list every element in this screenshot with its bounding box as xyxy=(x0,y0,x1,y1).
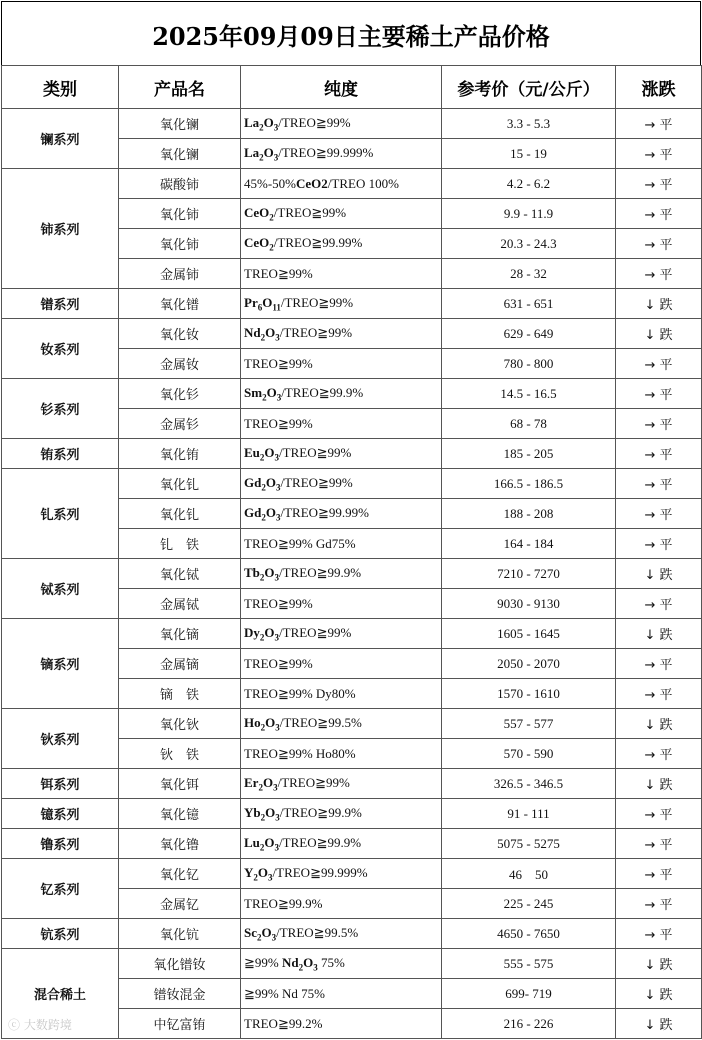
purity-cell xyxy=(241,1009,442,1039)
purity-cell xyxy=(241,499,442,529)
product-cell: 金属铽 xyxy=(119,589,241,619)
trend-cell: → 平 xyxy=(616,919,702,949)
product-cell: 氧化钬 xyxy=(119,709,241,739)
purity-cell xyxy=(241,229,442,259)
formula-part: Ho xyxy=(244,714,261,730)
price-cell: 28 - 32 xyxy=(442,259,616,289)
trend-cell: → 平 xyxy=(616,679,702,709)
purity-prefix: ≧99% Nd 75% xyxy=(244,985,325,1001)
product-cell: 碳酸铈 xyxy=(119,169,241,199)
formula-part: O xyxy=(266,384,277,400)
formula-part: O xyxy=(265,324,276,340)
purity-cell xyxy=(241,889,442,919)
trend-cell: → 平 xyxy=(616,169,702,199)
price-cell: 4.2 - 6.2 xyxy=(442,169,616,199)
purity-suffix: /TREO≧99% xyxy=(280,474,353,490)
purity-cell xyxy=(241,289,442,319)
price-cell: 185 - 205 xyxy=(442,439,616,469)
product-cell: 金属钇 xyxy=(119,889,241,919)
price-cell: 7210 - 7270 xyxy=(442,559,616,589)
category-cell: 钆系列 xyxy=(2,469,119,559)
chemical-formula xyxy=(244,144,279,163)
chemical-formula xyxy=(244,834,280,853)
product-cell: 氧化铈 xyxy=(119,199,241,229)
header-price: 参考价（元/公斤） xyxy=(442,66,616,109)
formula-part: O xyxy=(264,624,275,640)
formula-part: Sc xyxy=(244,924,257,940)
purity-suffix: /TREO≧99.99% xyxy=(273,234,363,250)
table-row xyxy=(2,799,702,829)
product-cell: 镝 铁 xyxy=(119,679,241,709)
formula-part: Y xyxy=(244,864,254,880)
product-cell: 氧化镝 xyxy=(119,619,241,649)
formula-part: O xyxy=(257,864,269,880)
formula-subscript: 6 xyxy=(257,302,263,313)
category-cell: 镱系列 xyxy=(2,799,119,829)
trend-cell: → 平 xyxy=(616,199,702,229)
formula-part: CeO xyxy=(244,234,270,250)
formula-part: O xyxy=(265,504,276,520)
formula-subscript: 3 xyxy=(273,122,279,133)
header-purity: 纯度 xyxy=(241,66,442,109)
formula-subscript: 2 xyxy=(260,332,266,343)
price-cell: 15 - 19 xyxy=(442,139,616,169)
formula-subscript: 2 xyxy=(259,842,265,853)
formula-part: O xyxy=(265,714,276,730)
product-cell: 金属钕 xyxy=(119,349,241,379)
category-cell: 镨系列 xyxy=(2,289,119,319)
product-cell: 氧化钐 xyxy=(119,379,241,409)
purity-cell xyxy=(241,559,442,589)
price-cell: 216 - 226 xyxy=(442,1009,616,1039)
category-cell: 钬系列 xyxy=(2,709,119,769)
price-cell: 631 - 651 xyxy=(442,289,616,319)
formula-part: O xyxy=(261,924,272,940)
price-cell: 46 50 xyxy=(442,859,616,889)
price-cell: 164 - 184 xyxy=(442,529,616,559)
purity-cell xyxy=(241,259,442,289)
purity-prefix: TREO≧99.9% xyxy=(244,895,323,911)
chemical-formula xyxy=(244,564,280,583)
formula-part: Er xyxy=(244,774,259,790)
trend-cell: → 平 xyxy=(616,649,702,679)
chemical-formula xyxy=(244,864,273,883)
trend-cell: → 平 xyxy=(616,889,702,919)
price-cell: 1605 - 1645 xyxy=(442,619,616,649)
trend-cell: → 平 xyxy=(616,829,702,859)
price-table xyxy=(1,65,702,1039)
formula-subscript: 2 xyxy=(259,152,264,163)
purity-cell xyxy=(241,319,442,349)
trend-cell: ↓ 跌 xyxy=(616,289,702,319)
watermark: ⓒ 大数跨境 xyxy=(8,1018,72,1032)
formula-part: Gd xyxy=(244,504,262,520)
purity-suffix: /TREO≧99.99% xyxy=(280,504,369,520)
product-cell: 金属钐 xyxy=(119,409,241,439)
trend-cell: → 平 xyxy=(616,499,702,529)
formula-part: Yb xyxy=(244,804,261,820)
product-cell: 金属镝 xyxy=(119,649,241,679)
purity-cell xyxy=(241,379,442,409)
formula-subscript: 2 xyxy=(259,632,265,643)
formula-part: O xyxy=(265,474,276,490)
chemical-formula xyxy=(296,176,328,191)
purity-prefix: TREO≧99% xyxy=(244,415,313,431)
product-cell: 氧化钕 xyxy=(119,319,241,349)
formula-subscript: 2 xyxy=(262,392,267,403)
trend-cell: ↓ 跌 xyxy=(616,1009,702,1039)
formula-part: La xyxy=(244,144,260,160)
price-cell: 14.5 - 16.5 xyxy=(442,379,616,409)
formula-subscript: 3 xyxy=(275,332,280,343)
purity-suffix: /TREO≧99% xyxy=(273,204,347,220)
formula-subscript: 2 xyxy=(269,242,274,253)
price-cell: 1570 - 1610 xyxy=(442,679,616,709)
table-row xyxy=(2,169,702,199)
purity-prefix: ≧99% xyxy=(244,954,282,970)
formula-part: CeO xyxy=(296,175,322,191)
trend-cell: ↓ 跌 xyxy=(616,769,702,799)
price-cell: 557 - 577 xyxy=(442,709,616,739)
price-cell: 166.5 - 186.5 xyxy=(442,469,616,499)
formula-subscript: 11 xyxy=(272,302,281,313)
purity-suffix: /TREO≧99.9% xyxy=(281,384,364,400)
trend-cell: → 平 xyxy=(616,739,702,769)
product-cell: 氧化铒 xyxy=(119,769,241,799)
price-cell: 326.5 - 346.5 xyxy=(442,769,616,799)
purity-suffix: /TREO≧99% xyxy=(279,444,352,460)
product-cell: 氧化镱 xyxy=(119,799,241,829)
formula-part: O xyxy=(303,954,314,970)
formula-part: Tb xyxy=(244,564,260,580)
product-cell: 氧化镨 xyxy=(119,289,241,319)
formula-subscript: 3 xyxy=(273,782,278,793)
product-cell: 氧化钆 xyxy=(119,469,241,499)
chemical-formula xyxy=(244,324,280,343)
purity-cell xyxy=(241,109,442,139)
purity-suffix: /TREO≧99.999% xyxy=(272,864,368,880)
formula-subscript: 3 xyxy=(271,932,277,943)
table-row xyxy=(2,289,702,319)
formula-subscript: 3 xyxy=(274,572,280,583)
formula-part: O xyxy=(262,294,273,310)
trend-cell: ↓ 跌 xyxy=(616,949,702,979)
purity-suffix: /TREO≧99.9% xyxy=(279,834,362,850)
trend-cell: → 平 xyxy=(616,439,702,469)
product-cell: 氧化铽 xyxy=(119,559,241,589)
page-title: 2025年09月09日主要稀土产品价格 xyxy=(1,1,701,66)
purity-prefix: TREO≧99% Dy80% xyxy=(244,685,356,701)
formula-part: 2 xyxy=(321,175,328,191)
trend-cell: → 平 xyxy=(616,859,702,889)
purity-suffix: /TREO≧99% xyxy=(277,774,350,790)
purity-cell xyxy=(241,199,442,229)
formula-subscript: 2 xyxy=(259,452,265,463)
chemical-formula xyxy=(244,384,282,403)
formula-subscript: 2 xyxy=(298,962,304,973)
price-cell: 9030 - 9130 xyxy=(442,589,616,619)
purity-cell xyxy=(241,439,442,469)
table-row xyxy=(2,379,702,409)
formula-part: O xyxy=(263,114,274,130)
chemical-formula xyxy=(281,954,318,973)
formula-part: O xyxy=(262,774,274,790)
chemical-formula xyxy=(244,804,280,823)
price-cell: 780 - 800 xyxy=(442,349,616,379)
category-cell: 镧系列 xyxy=(2,109,119,169)
trend-cell: ↓ 跌 xyxy=(616,619,702,649)
purity-suffix: /TREO≧99% xyxy=(279,624,352,640)
formula-subscript: 2 xyxy=(258,782,263,793)
chemical-formula xyxy=(244,294,281,313)
category-cell: 钇系列 xyxy=(2,859,119,919)
purity-cell xyxy=(241,589,442,619)
table-row xyxy=(2,829,702,859)
table-row xyxy=(2,709,702,739)
formula-part: Lu xyxy=(244,834,260,850)
formula-subscript: 2 xyxy=(269,212,274,223)
product-cell: 氧化铕 xyxy=(119,439,241,469)
formula-part: CeO xyxy=(244,204,270,220)
chemical-formula xyxy=(244,234,274,253)
trend-cell: → 平 xyxy=(616,529,702,559)
price-cell: 20.3 - 24.3 xyxy=(442,229,616,259)
product-cell: 镨钕混金 xyxy=(119,979,241,1009)
purity-prefix: TREO≧99% Gd75% xyxy=(244,535,356,551)
purity-cell xyxy=(241,529,442,559)
price-cell: 3.3 - 5.3 xyxy=(442,109,616,139)
trend-cell: → 平 xyxy=(616,799,702,829)
price-cell: 5075 - 5275 xyxy=(442,829,616,859)
purity-suffix: /TREO≧99% xyxy=(280,294,354,310)
price-cell: 68 - 78 xyxy=(442,409,616,439)
header-product: 产品名 xyxy=(119,66,241,109)
formula-part: Gd xyxy=(244,474,262,490)
product-cell: 氧化铈 xyxy=(119,229,241,259)
product-cell: 中钇富铕 xyxy=(119,1009,241,1039)
purity-prefix: TREO≧99% Ho80% xyxy=(244,745,356,761)
purity-suffix: /TREO≧99% xyxy=(278,114,351,130)
purity-cell xyxy=(241,679,442,709)
category-cell: 钪系列 xyxy=(2,919,119,949)
product-cell: 金属铈 xyxy=(119,259,241,289)
trend-cell: → 平 xyxy=(616,589,702,619)
chemical-formula xyxy=(244,204,274,223)
purity-suffix: /TREO≧99.9% xyxy=(279,564,362,580)
formula-subscript: 3 xyxy=(275,812,280,823)
trend-cell: → 平 xyxy=(616,469,702,499)
purity-prefix: TREO≧99% xyxy=(244,595,313,611)
purity-suffix: /TREO≧99.5% xyxy=(276,924,359,940)
table-row xyxy=(2,469,702,499)
purity-cell xyxy=(241,859,442,889)
formula-subscript: 3 xyxy=(274,452,280,463)
category-cell: 镥系列 xyxy=(2,829,119,859)
formula-subscript: 2 xyxy=(253,872,258,883)
purity-cell xyxy=(241,739,442,769)
chemical-formula xyxy=(244,504,281,523)
product-cell: 钬 铁 xyxy=(119,739,241,769)
price-cell: 91 - 111 xyxy=(442,799,616,829)
table-row xyxy=(2,949,702,979)
table-row xyxy=(2,919,702,949)
table-row xyxy=(2,439,702,469)
product-cell: 氧化钇 xyxy=(119,859,241,889)
header-trend: 涨跌 xyxy=(616,66,702,109)
trend-cell: → 平 xyxy=(616,259,702,289)
price-cell: 2050 - 2070 xyxy=(442,649,616,679)
trend-cell: ↓ 跌 xyxy=(616,319,702,349)
price-cell: 9.9 - 11.9 xyxy=(442,199,616,229)
product-cell: 氧化钆 xyxy=(119,499,241,529)
category-cell: 铕系列 xyxy=(2,439,119,469)
chemical-formula xyxy=(244,774,278,793)
trend-cell: ↓ 跌 xyxy=(616,709,702,739)
formula-subscript: 3 xyxy=(275,482,281,493)
price-cell: 225 - 245 xyxy=(442,889,616,919)
product-cell: 钆 铁 xyxy=(119,529,241,559)
price-cell: 555 - 575 xyxy=(442,949,616,979)
trend-cell: → 平 xyxy=(616,229,702,259)
purity-prefix: TREO≧99% xyxy=(244,355,313,371)
formula-part: Eu xyxy=(244,444,260,460)
formula-part: Pr xyxy=(244,294,258,310)
purity-suffix: /TREO≧99.999% xyxy=(278,144,374,160)
formula-subscript: 3 xyxy=(276,392,282,403)
purity-cell xyxy=(241,139,442,169)
category-cell: 铽系列 xyxy=(2,559,119,619)
category-cell: 钐系列 xyxy=(2,379,119,439)
table-row xyxy=(2,559,702,589)
chemical-formula xyxy=(244,624,280,643)
formula-subscript: 2 xyxy=(259,572,265,583)
trend-cell: → 平 xyxy=(616,379,702,409)
watermark-text: 大数跨境 xyxy=(23,1018,72,1032)
formula-part: O xyxy=(264,444,275,460)
purity-prefix: TREO≧99% xyxy=(244,655,313,671)
purity-suffix: 75% xyxy=(317,954,345,970)
purity-cell xyxy=(241,469,442,499)
purity-prefix: TREO≧99.2% xyxy=(244,1015,323,1031)
purity-suffix: /TREO≧99% xyxy=(279,324,353,340)
formula-subscript: 3 xyxy=(268,872,273,883)
purity-suffix: /TREO 100% xyxy=(327,175,399,191)
formula-part: O xyxy=(265,804,276,820)
header-category: 类别 xyxy=(2,66,119,109)
formula-part: O xyxy=(264,834,275,850)
formula-subscript: 3 xyxy=(313,962,318,973)
table-row xyxy=(2,319,702,349)
purity-cell xyxy=(241,979,442,1009)
purity-cell xyxy=(241,799,442,829)
formula-subscript: 2 xyxy=(259,122,264,133)
product-cell: 氧化镧 xyxy=(119,139,241,169)
formula-subscript: 2 xyxy=(260,812,266,823)
formula-part: Dy xyxy=(244,624,260,640)
purity-cell xyxy=(241,949,442,979)
chemical-formula xyxy=(244,924,277,943)
trend-cell: ↓ 跌 xyxy=(616,559,702,589)
table-row xyxy=(2,859,702,889)
purity-cell xyxy=(241,619,442,649)
purity-cell xyxy=(241,169,442,199)
formula-part: La xyxy=(244,114,260,130)
purity-suffix: /TREO≧99.9% xyxy=(279,804,362,820)
trend-cell: → 平 xyxy=(616,409,702,439)
trend-cell: → 平 xyxy=(616,109,702,139)
purity-cell xyxy=(241,409,442,439)
formula-subscript: 3 xyxy=(275,722,280,733)
formula-subscript: 2 xyxy=(261,482,266,493)
purity-cell xyxy=(241,769,442,799)
formula-subscript: 2 xyxy=(260,722,266,733)
price-cell: 629 - 649 xyxy=(442,319,616,349)
price-cell: 188 - 208 xyxy=(442,499,616,529)
trend-cell: → 平 xyxy=(616,349,702,379)
table-row xyxy=(2,109,702,139)
product-cell: 氧化钪 xyxy=(119,919,241,949)
table-row xyxy=(2,769,702,799)
table-row xyxy=(2,619,702,649)
product-cell: 氧化镥 xyxy=(119,829,241,859)
formula-part: Sm xyxy=(244,384,263,400)
formula-subscript: 3 xyxy=(273,152,279,163)
product-cell: 氧化镧 xyxy=(119,109,241,139)
purity-cell xyxy=(241,709,442,739)
table-body xyxy=(2,109,702,1039)
category-cell: 混合稀土 xyxy=(2,949,119,1039)
chemical-formula xyxy=(244,474,281,493)
formula-subscript: 3 xyxy=(275,512,281,523)
price-cell: 4650 - 7650 xyxy=(442,919,616,949)
formula-subscript: 3 xyxy=(274,632,280,643)
category-cell: 钕系列 xyxy=(2,319,119,379)
formula-subscript: 2 xyxy=(261,512,266,523)
price-cell: 570 - 590 xyxy=(442,739,616,769)
category-cell: 镝系列 xyxy=(2,619,119,709)
purity-cell xyxy=(241,649,442,679)
formula-part: O xyxy=(264,564,275,580)
formula-subscript: 2 xyxy=(257,932,262,943)
trend-cell: ↓ 跌 xyxy=(616,979,702,1009)
formula-part: Nd xyxy=(244,324,261,340)
formula-part: O xyxy=(263,144,274,160)
chemical-formula xyxy=(244,714,280,733)
product-cell: 氧化镨钕 xyxy=(119,949,241,979)
formula-part: Nd xyxy=(281,954,299,970)
purity-cell xyxy=(241,349,442,379)
purity-prefix: TREO≧99% xyxy=(244,265,313,281)
trend-cell: → 平 xyxy=(616,139,702,169)
category-cell: 铈系列 xyxy=(2,169,119,289)
header-row xyxy=(2,66,702,109)
price-cell: 699- 719 xyxy=(442,979,616,1009)
formula-subscript: 3 xyxy=(274,842,280,853)
purity-cell xyxy=(241,919,442,949)
purity-prefix: 45%-50% xyxy=(244,175,296,191)
chemical-formula xyxy=(244,444,280,463)
chemical-formula xyxy=(244,114,279,133)
category-cell: 铒系列 xyxy=(2,769,119,799)
purity-cell xyxy=(241,829,442,859)
purity-suffix: /TREO≧99.5% xyxy=(279,714,362,730)
